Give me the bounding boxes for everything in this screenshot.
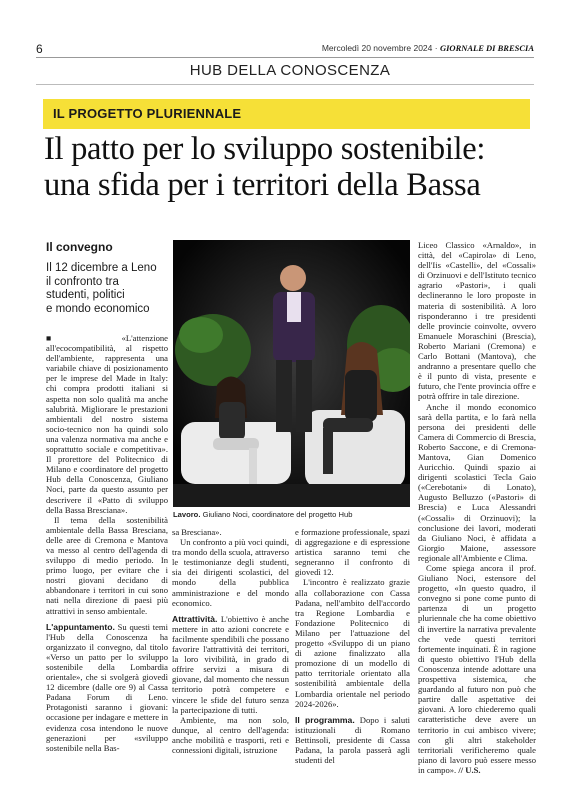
subhead: Il convegno bbox=[46, 240, 113, 254]
summary-line: studenti, politici bbox=[46, 289, 125, 301]
photo-illustration bbox=[173, 240, 410, 507]
paragraph: sa Bresciana». bbox=[172, 527, 222, 537]
section-title: HUB DELLA CONOSCENZA bbox=[189, 62, 391, 79]
headline-line-1: Il patto per lo sviluppo sostenibile: bbox=[44, 131, 486, 167]
paragraph: Il tema della sostenibilità ambientale della Bassa Bresciana, delle aree di Cremona e Mantova va messo al centro dell'agenda di sviluppo di medio periodo. In primo luogo, per evitare che i nostri giovani decidano di abbandonare i territori in cui sono nati nella direzione di paesi più attrattivi in senso ambientale. bbox=[46, 514, 168, 616]
article-column-2 bbox=[172, 527, 289, 755]
summary-line: Il 12 dicembre a Leno bbox=[46, 262, 157, 274]
paragraph: Un confronto a più voci quindi, tra mondo della scuola, attraverso le testimonianze degli studenti, sia dei dirigenti scolastici, del mondo della pubblica amministrazione e del mondo economico. bbox=[172, 537, 289, 608]
paragraph bbox=[46, 622, 168, 753]
headline bbox=[44, 131, 554, 203]
article-photo bbox=[173, 240, 410, 507]
page-header bbox=[36, 42, 534, 56]
paragraph: e formazione professionale, spazi di aggregazione e di espressione artistica saranno temi che segneranno il confronto di giovedì 12. bbox=[295, 527, 411, 578]
paragraph bbox=[295, 715, 410, 765]
paragraph-text: Su questi temi l'Hub della Conoscenza ha organizzato il convegno, dal titolo «Verso un patto per lo sviluppo sostenibile della Lombardia orientale», che si svolgerà giovedì 12 dicembre (dalle ore 9) al Cassa Padana Forum di Leno. Protagonisti saranno i giovani: occasione per indagare e mettere in evidenza cosa intendono le nuove generazioni per «sviluppo sostenibile nella Bas- bbox=[46, 621, 168, 753]
issue-date: Mercoledì 20 novembre 2024 bbox=[321, 43, 433, 53]
caption-label: Lavoro. bbox=[173, 510, 201, 519]
paragraph: ■ «L'attenzione all'ecocompatibilità, al rispetto dell'ambiente, rappresenta una variabile chiave di posizionamento per le imprese del Made in Italy: chi compra prodotti italiani si aspetta non solo qualità ma anche salubrità. Migliorare le prestazioni ambientali del nostro sistema socio-tecnico non ha quindi solo una valenza normativa ma anche e soprattutto sociale e competitiva». Il prorettore del Politecnico di Milano e coordinatore del progetto Hub della Conoscenza, Giuliano Noci, parte da questo assunto per descrivere il «Patto di sviluppo della Bassa Bresciana». bbox=[46, 333, 168, 515]
summary bbox=[46, 262, 168, 316]
separator: · bbox=[434, 43, 438, 53]
article-column-3 bbox=[295, 527, 410, 765]
kicker-bar bbox=[43, 99, 530, 129]
photo-caption bbox=[173, 510, 410, 519]
paragraph: Ambiente, ma non solo, dunque, al centro dell'agenda: anche mobilità e trasporti, reti e connessioni digitali, istruzione bbox=[172, 714, 289, 755]
paragraph-text: L'obiettivo è anche mettere in atto azioni concrete e facilmente spendibili che possano favorire l'attrattività dei territori, la loro vivibilità, in grado di offrire servizi a misura di giovane, dal momento che nessun territorio potrà competere e vincere le sfide del futuro senza la partecipazione di tutti. bbox=[172, 613, 289, 715]
summary-line: e mondo economico bbox=[46, 302, 150, 315]
run-in-heading: L'appuntamento. bbox=[46, 621, 115, 632]
headline-line-2: una sfida per i territori della Bassa bbox=[44, 167, 481, 203]
paragraph bbox=[418, 563, 536, 775]
article-column-4 bbox=[418, 240, 536, 775]
paragraph: L'incontro è realizzato grazie alla collaborazione con Cassa Padana, nell'ambito dell'accordo tra Regione Lombardia e Fondazione Politecnico di Milano per l'attuazione del progetto «Sviluppo di un piano di azione finalizzato alla promozione di un modello di patto territoriale orientato alla sostenibilità ambientale della Lombardia orientale nel periodo 2024-2026». bbox=[295, 577, 410, 709]
paragraph-text: Dopo i saluti istituzionali di Romano Bettinsoli, presidente di Cassa Padana, la parola passerà agli studenti del bbox=[295, 714, 410, 766]
newspaper-name: GIORNALE DI BRESCIA bbox=[439, 43, 534, 53]
summary-line: il confronto tra bbox=[46, 275, 119, 288]
author-signature: // U.S. bbox=[458, 764, 481, 775]
dateline bbox=[322, 43, 534, 53]
run-in-heading: Attrattività. bbox=[172, 613, 218, 624]
paragraph bbox=[172, 614, 289, 715]
header-rule bbox=[36, 57, 534, 58]
paragraph: Liceo Classico «Arnaldo», in città, del «Capirola» di Leno, dell'Iis «Castelli», del «Cossali» di Orzinuovi e dell'Istituto tecnico agrario «Pastori», i quali declineranno le loro proposte in materia di sostenibilità. A loro risponderanno i tre presidenti delle provincie coinvolte, ovvero Emanuele Moraschini (Brescia), Roberto Mariani (Cremona) e Carlo Bottani (Mantova), che andranno a presentare quello che è il punto di vista, presente e futuro, che l'ente provincia offre e potrà offrire in tale direzione. bbox=[418, 240, 536, 402]
paragraph: Anche il mondo economico sarà della partita, e lo farà nella persona dei presidenti delle Camera di Commercio di Brescia, Roberto Saccone, e di Cremona-Mantova, Gian Domenico Auricchio. Quindi spazio ai dirigenti scolastici Tecla Gaio («Cerebotani» di Lonato), Augusto Belluzzo («Pastori» di Brescia) e Luca Alessandri («Cossali» di Orzinuovi); la conclusione dei lavori, moderati da Giuliano Noci, è affidata a Giorgio Maione, assessore regionale all'Ambiente e Clima. bbox=[418, 401, 536, 563]
caption-text: Giuliano Noci, coordinatore del progetto Hub bbox=[202, 510, 353, 519]
article-column-1 bbox=[46, 333, 168, 753]
run-in-heading: Il programma. bbox=[295, 714, 355, 725]
section-rule bbox=[36, 84, 534, 85]
kicker-label: IL PROGETTO PLURIENNALE bbox=[53, 106, 242, 121]
page-number: 6 bbox=[36, 42, 43, 56]
paragraph-text: Come spiega ancora il prof. Giuliano Noci, estensore del progetto, «In questo quadro, il convegno si pone come punto di partenza di un progetto pluriennale che ha come obiettivo di invertire la narrativa prevalente che vede questi territori fortemente inquinati. È in ragione di questo obiettivo l'Hub della Conoscenza intende adottare una prospettiva sistemica, che guardando al futuro non può che partire dalle aspettative dei giovani. A loro chiederemo quali caratteristiche deve avere un territorio in cui ambisco vivere; con gli altri stakeholder territoriali verificheremo quale piano di lavoro può essere messo in campo». bbox=[418, 563, 536, 775]
